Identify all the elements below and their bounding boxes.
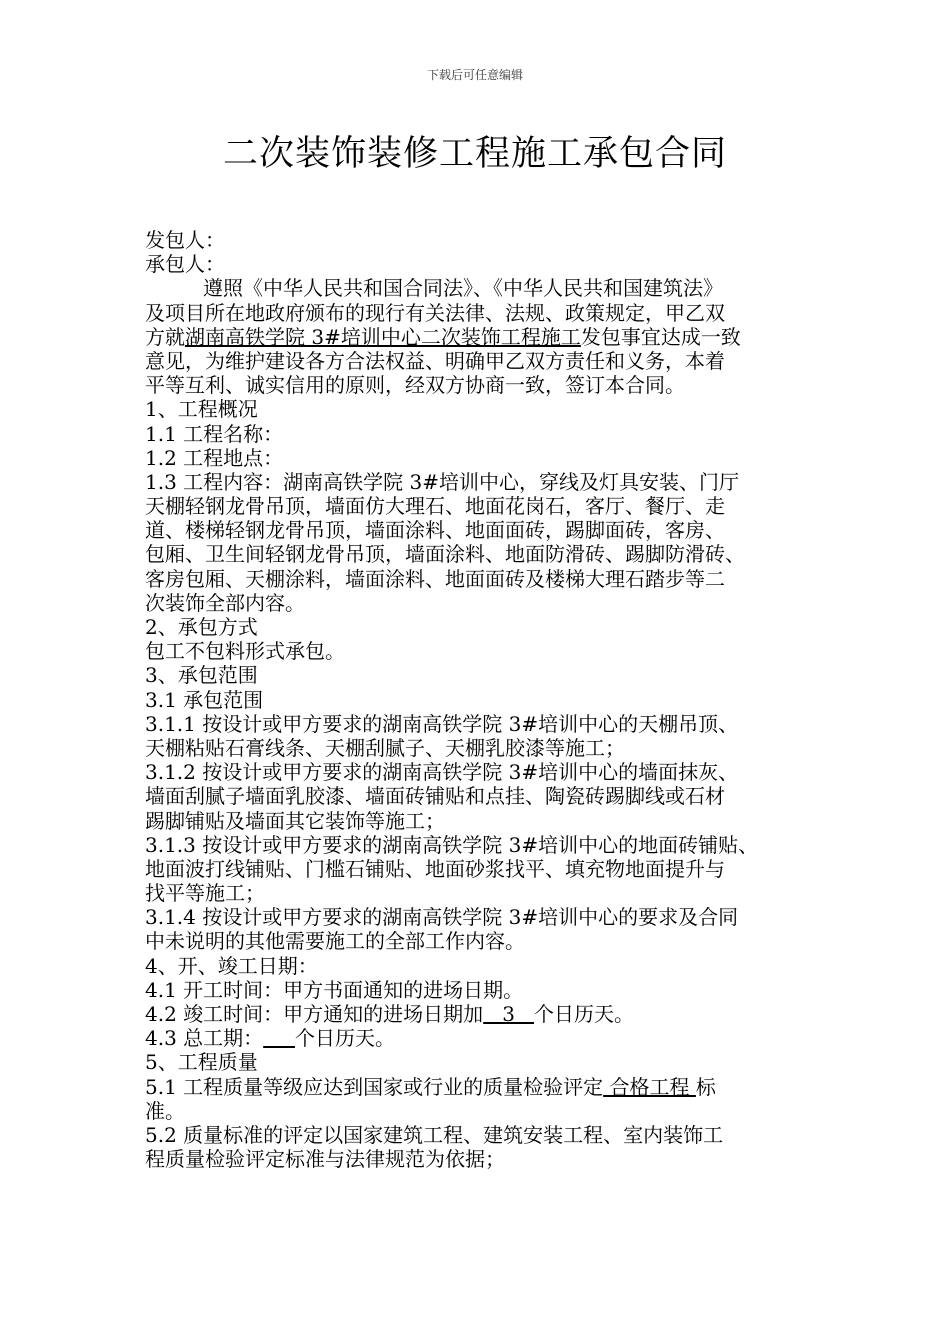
text-line: 3.1.3 按设计或甲方要求的湖南高铁学院 3#培训中心的地面砖铺贴、 [145, 832, 759, 857]
text-line: 次装饰全部内容。 [145, 590, 305, 615]
text-line: 包工不包料形式承包。 [145, 639, 345, 664]
text-line: 4.1 开工时间：甲方书面通知的进场日期。 [145, 977, 524, 1002]
text-line: 意见，为维护建设各方合法权益、明确甲乙双方责任和义务，本着 [145, 348, 725, 373]
text-line: 踢脚铺贴及墙面其它装饰等施工； [145, 808, 445, 833]
text-line: 平等互利、诚实信用的原则，经双方协商一致，签订本合同。 [145, 373, 685, 398]
text-line: 找平等施工； [145, 881, 265, 906]
text-line: 遵照《中华人民共和国合同法》、《中华人民共和国建筑法》 [203, 276, 723, 301]
text-line: 3.1.4 按设计或甲方要求的湖南高铁学院 3#培训中心的要求及合同 [145, 905, 739, 930]
text-line: 3.1 承包范围 [145, 687, 264, 712]
text-line: 准。 [145, 1098, 185, 1123]
text-line: 客房包厢、天棚涂料，墙面涂料、地面面砖及楼梯大理石踏步等二 [145, 566, 725, 591]
text-span: 个日历天。 [294, 1026, 395, 1051]
text-line [145, 1075, 815, 1099]
text-line [145, 1002, 815, 1026]
contract-body [145, 228, 815, 1171]
text-span: 发包事宜达成一致 [580, 324, 741, 349]
document-title: 二次装饰装修工程施工承包合同 [222, 134, 727, 174]
text-line: 5.2 质量标准的评定以国家建筑工程、建筑安装工程、室内装饰工 [145, 1122, 724, 1147]
text-line: 中未说明的其他需要施工的全部工作内容。 [145, 929, 525, 954]
text-line: 承包人： [145, 252, 225, 277]
text-line: 及项目所在地政府颁布的现行有关法律、法规、政策规定，甲乙双 [145, 300, 725, 325]
text-line: 天棚轻钢龙骨吊顶，墙面仿大理石、地面花岗石，客厅、餐厅、走 [145, 494, 725, 519]
text-line: 5、工程质量 [145, 1050, 258, 1075]
text-span: 4.2 竣工时间：甲方通知的进场日期加 [145, 1002, 484, 1026]
text-line: 1.3 工程内容：湖南高铁学院 3#培训中心，穿线及灯具安装、门厅 [145, 469, 740, 494]
text-span: 5.1 工程质量等级应达到国家或行业的质量检验评定 [145, 1074, 604, 1099]
text-line [145, 1026, 815, 1050]
page-header: 下载后可任意编辑 [426, 68, 523, 82]
text-span: 方就 [145, 324, 185, 349]
underlined-text: 3 [483, 1002, 535, 1026]
underlined-text: 湖南高铁学院 3#培训中心二次装饰工程施工 [185, 324, 581, 349]
text-line: 1.2 工程地点： [145, 445, 284, 470]
text-line: 道、楼梯轻钢龙骨吊顶，墙面涂料、地面面砖，踢脚面砖，客房、 [145, 518, 725, 543]
underlined-text: 合格工程 [603, 1074, 696, 1099]
text-line: 3.1.1 按设计或甲方要求的湖南高铁学院 3#培训中心的天棚吊顶、 [145, 711, 739, 736]
text-line: 发包人： [145, 228, 225, 252]
text-line: 1.1 工程名称： [145, 421, 284, 446]
text-line: 墙面刮腻子墙面乳胶漆、墙面砖铺贴和点挂、陶瓷砖踢脚线或石材 [145, 784, 725, 809]
text-line: 天棚粘贴石膏线条、天棚刮腻子、天棚乳胶漆等施工； [145, 735, 625, 760]
text-span: 标 [695, 1074, 716, 1099]
text-line: 1、工程概况 [145, 397, 258, 422]
text-line: 3、承包范围 [145, 663, 258, 688]
text-span: 4.3 总工期： [145, 1026, 264, 1051]
text-span: 个日历天。 [534, 1002, 635, 1026]
text-line: 地面波打线铺贴、门槛石铺贴、地面砂浆找平、填充物地面提升与 [145, 856, 725, 881]
text-line: 3.1.2 按设计或甲方要求的湖南高铁学院 3#培训中心的墙面抹灰、 [145, 760, 739, 785]
text-line: 2、承包方式 [145, 615, 258, 639]
text-line: 程质量检验评定标准与法律规范为依据； [145, 1147, 505, 1172]
text-line: 包厢、卫生间轻钢龙骨吊顶，墙面涂料、地面防滑砖、踢脚防滑砖、 [145, 542, 745, 567]
underlined-text [263, 1026, 295, 1050]
text-line [145, 325, 815, 349]
text-line: 4、开、竣工日期： [145, 953, 318, 978]
